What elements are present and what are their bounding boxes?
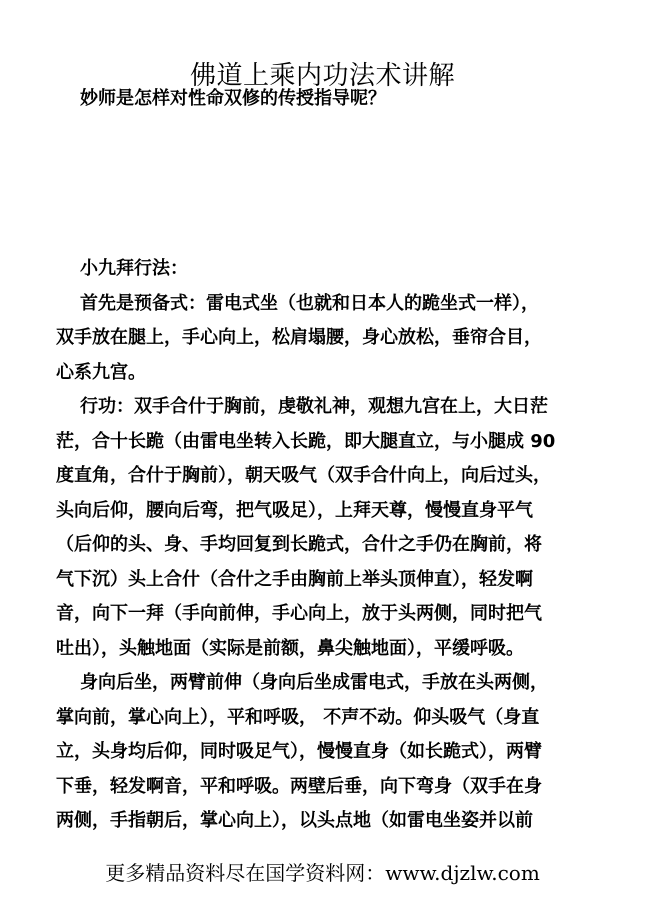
document-body <box>56 252 596 839</box>
text-line: 下垂，轻发啊音，平和呼吸。两壁后垂，向下弯身（双手在身 <box>56 775 542 797</box>
text-line: （后仰的头、身、手均回复到长跪式，合什之手仍在胸前，将 <box>56 534 542 555</box>
page-title: 佛道上乘内功法术讲解 <box>189 61 455 92</box>
text-line: 度直角，合什于胸前），朝天吸气（双手合什向上，向后过头， <box>56 465 551 486</box>
question-heading: 妙师是怎样对性命双修的传授指导呢？ <box>80 88 386 109</box>
text-line: 音，向下一拜（手向前伸，手心向上，放于头两侧，同时把气 <box>56 603 542 624</box>
text-line: 茫，合十长跪（由雷电坐转入长跪，即大腿直立，与小腿成 90 <box>56 430 556 452</box>
section-heading-text: 小九拜行法： <box>80 258 188 279</box>
text-line: 两侧，手指朝后，掌心向上），以头点地（如雷电坐姿并以前 <box>56 810 533 831</box>
text-line: 气下沉）头上合什（合什之手由胸前上举头顶伸直），轻发啊 <box>56 568 533 590</box>
text-line: 行功：双手合什于胸前，虔敬礼神，观想九宫在上，大日茫 <box>80 396 548 417</box>
text-line: 掌向前，掌心向上），平和呼吸， 不声不动。仰头吸气（身直 <box>56 706 540 728</box>
paragraph-practice <box>56 390 596 666</box>
paragraph-sit-back <box>56 666 596 839</box>
paragraph-preparation <box>56 287 596 391</box>
footer-website-note: 更多精品资料尽在国学资料网：www.djzlw.com <box>105 861 540 885</box>
text-line: 首先是预备式：雷电式坐（也就和日本人的跪坐式一样）， <box>80 292 539 314</box>
text-line: 头向后仰，腰向后弯，把气吸足），上拜天尊，慢慢直身平气 <box>56 499 533 521</box>
text-line: 身向后坐，两臂前伸（身向后坐成雷电式，手放在头两侧， <box>80 672 548 693</box>
text-line: 双手放在腿上，手心向上，松肩塌腰，身心放松，垂帘合目， <box>56 327 542 348</box>
section-heading <box>56 252 596 287</box>
text-line: 吐出），头触地面（实际是前额，鼻尖触地面），平缓呼吸。 <box>56 637 524 659</box>
text-line: 立，头身均后仰，同时吸足气），慢慢直身（如长跪式），两臂 <box>56 741 542 762</box>
text-line: 心系九宫。 <box>56 361 146 383</box>
